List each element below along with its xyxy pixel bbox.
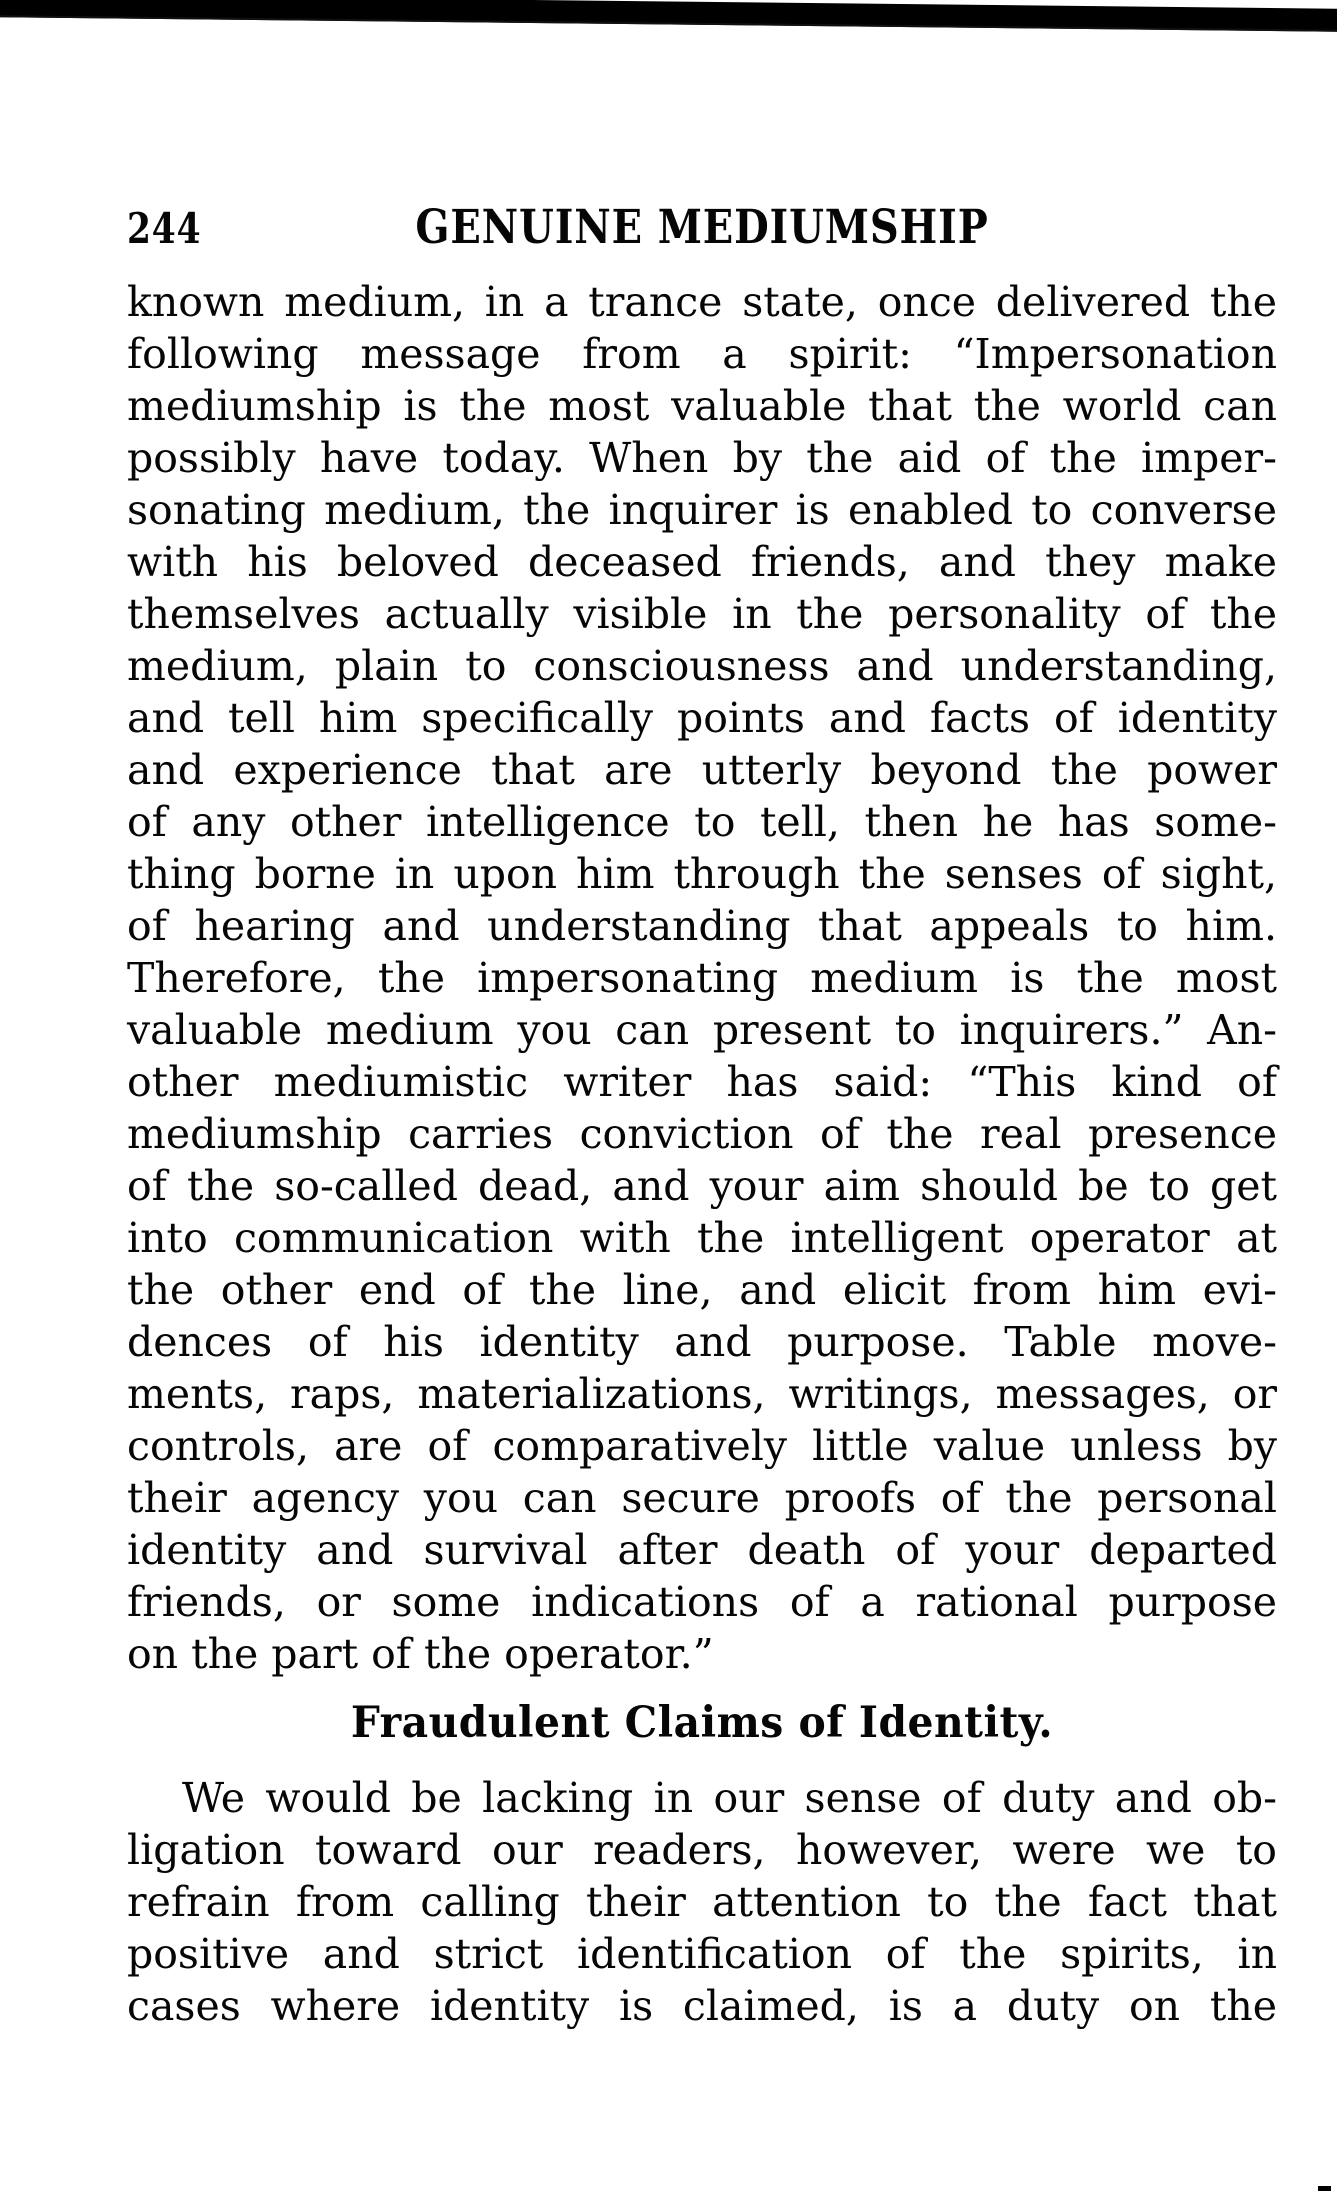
text-line: and experience that are utterly beyond the power [127, 746, 1277, 794]
text-line: positive and strict identification of the spirits, in [127, 1930, 1277, 1978]
text-line: mediumship carries conviction of the real presence [127, 1110, 1277, 1158]
page-header [127, 200, 1277, 256]
text-line: possibly have today. When by the aid of the imper- [127, 434, 1277, 482]
text-line: into communication with the intelligent operator at [127, 1214, 1277, 1262]
text-line: dences of his identity and purpose. Table move- [127, 1318, 1277, 1366]
text-line: of the so-called dead, and your aim should be to get [127, 1162, 1277, 1210]
paragraph-continuation [127, 276, 1277, 1628]
text-line: identity and survival after death of your departed [127, 1526, 1277, 1574]
text-line: refrain from calling their attention to the fact that [127, 1878, 1277, 1926]
text-line: known medium, in a trance state, once delivered the [127, 278, 1277, 326]
text-line: themselves actually visible in the personality of the [127, 590, 1277, 638]
text-line: cases where identity is claimed, is a duty on the [127, 1982, 1277, 2030]
text-line: valuable medium you can present to inquirers.” An- [127, 1006, 1277, 1054]
text-line: sonating medium, the inquirer is enabled to converse [127, 486, 1277, 534]
paragraph-second [127, 1772, 1277, 2032]
text-line: following message from a spirit: “Impersonation [127, 330, 1277, 378]
text-line: on the part of the operator.” [127, 1630, 714, 1678]
text-line: with his beloved deceased friends, and they make [127, 538, 1277, 586]
scan-artifact-top-bar [0, 0, 1337, 32]
text-line: We would be lacking in our sense of duty and ob- [182, 1774, 1277, 1822]
text-line: ligation toward our readers, however, were we to [127, 1826, 1277, 1874]
text-line: mediumship is the most valuable that the world can [127, 382, 1277, 430]
text-line: friends, or some indications of a rational purpose [127, 1578, 1277, 1626]
text-line: of any other intelligence to tell, then he has some- [127, 798, 1277, 846]
scan-artifact-speck [1318, 2186, 1331, 2191]
text-line: ments, raps, materializations, writings, messages, or [127, 1370, 1277, 1418]
text-line: their agency you can secure proofs of the personal [127, 1474, 1277, 1522]
text-line: other mediumistic writer has said: “This kind of [127, 1058, 1277, 1106]
running-title: GENUINE MEDIUMSHIP [415, 200, 989, 255]
text-line: and tell him specifically points and facts of identity [127, 694, 1277, 742]
text-line: Therefore, the impersonating medium is the most [127, 954, 1277, 1002]
page-number: 244 [127, 204, 202, 253]
text-line: the other end of the line, and elicit from him evi- [127, 1266, 1277, 1314]
text-line: thing borne in upon him through the senses of sight, [127, 850, 1277, 898]
text-line: of hearing and understanding that appeals to him. [127, 902, 1277, 950]
page-body [127, 276, 1277, 2032]
text-line: controls, are of comparatively little value unless by [127, 1422, 1277, 1470]
section-heading: Fraudulent Claims of Identity. [350, 1698, 1054, 1748]
text-line: medium, plain to consciousness and understanding, [127, 642, 1277, 690]
